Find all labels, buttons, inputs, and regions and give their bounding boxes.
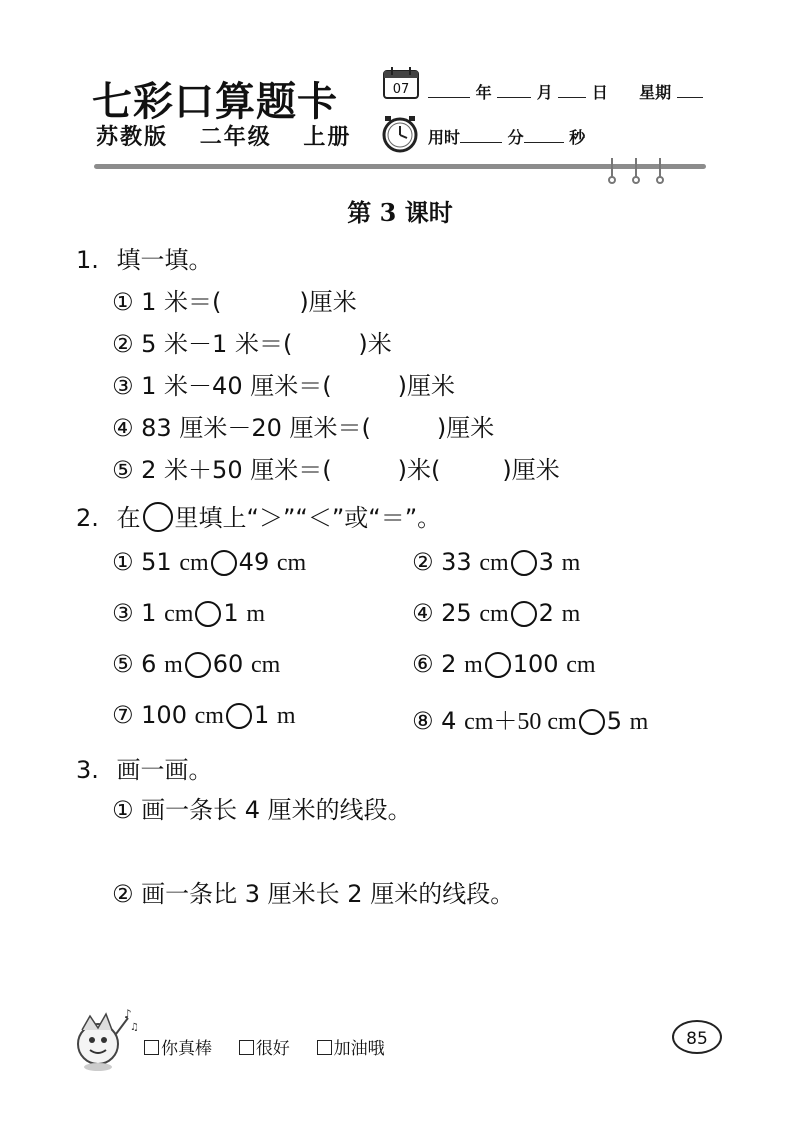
value-left: 25 <box>441 599 472 627</box>
value-left: 51 <box>141 548 172 576</box>
q2-prompt-a: 在 <box>116 504 141 532</box>
value-left: 1 <box>141 599 157 627</box>
check-great[interactable] <box>144 1039 212 1059</box>
unit-right: m <box>629 709 649 735</box>
unit-left: cm <box>479 601 509 627</box>
edition-line <box>96 120 373 151</box>
q1-prompt: 填一填。 <box>116 246 213 274</box>
item-mark: ⑧ <box>412 707 434 735</box>
value-right: 1 <box>223 599 239 627</box>
q2-item-1 <box>112 548 306 577</box>
compare-circle[interactable] <box>511 601 537 627</box>
year-label: 年 <box>475 83 492 102</box>
year-blank[interactable] <box>428 83 470 98</box>
q1-heading <box>76 240 213 275</box>
unit-right: m <box>561 550 581 576</box>
item-mark: ② <box>112 880 134 908</box>
unit-right: cm <box>566 652 596 678</box>
day-label: 日 <box>591 83 608 102</box>
q1-item-5-text-b: )米( <box>397 456 441 484</box>
unit-right: cm <box>250 652 281 678</box>
day-blank[interactable] <box>558 83 586 98</box>
q1-item-4 <box>112 408 494 443</box>
value-left: 4 <box>441 707 457 735</box>
q2-prompt-b: 里填上“＞”“＜”或“＝”。 <box>174 504 442 532</box>
q2-heading <box>76 498 441 533</box>
value-right: 100 <box>512 650 559 678</box>
value-right: 2 <box>538 599 554 627</box>
edition-grade: 二年级 <box>199 125 272 150</box>
page-number: 85 <box>672 1020 722 1054</box>
brand-title: 七彩口算题卡 <box>92 78 338 125</box>
check-good[interactable] <box>239 1039 290 1059</box>
value-right: 5 <box>606 707 622 735</box>
edition-volume: 上册 <box>303 125 352 150</box>
clock-icon <box>380 114 420 154</box>
check-good-label: 很好 <box>255 1039 290 1059</box>
item-mark: ③ <box>112 599 134 627</box>
q1-item-3 <box>112 366 455 401</box>
q1-item-1 <box>112 282 357 317</box>
check-great-label: 你真棒 <box>161 1039 212 1059</box>
q2-item-2 <box>412 548 580 577</box>
checkbox[interactable] <box>144 1040 159 1055</box>
q1-item-3-text-a: 1 米－40 厘米＝( <box>141 372 332 400</box>
drawing-area-2[interactable] <box>112 910 712 1000</box>
q2-item-5 <box>112 650 280 679</box>
item-mark: ⑤ <box>112 650 134 678</box>
check-keep-going[interactable] <box>317 1039 385 1059</box>
seconds-blank[interactable] <box>524 128 564 143</box>
unit-left: cm <box>479 550 509 576</box>
unit-right: m <box>246 601 265 627</box>
edition-publisher: 苏教版 <box>96 125 169 150</box>
item-mark: ② <box>412 548 434 576</box>
check-keep-going-label: 加油哦 <box>333 1039 385 1059</box>
item-mark: ⑤ <box>112 456 134 484</box>
q3-number: 3. <box>76 756 99 784</box>
q3-item-2 <box>112 874 514 909</box>
value-left: 6 <box>141 650 157 678</box>
calendar-icon <box>382 66 420 100</box>
q1-item-2-text-b: )米 <box>358 330 392 358</box>
item-mark: ③ <box>112 372 134 400</box>
item-mark: ④ <box>112 414 134 442</box>
value-right: 1 <box>253 701 270 729</box>
q3-item-1 <box>112 790 412 825</box>
calendar-day: 07 <box>392 82 410 97</box>
unit-left: m <box>164 652 183 678</box>
unit-left: cm <box>164 601 194 627</box>
q1-item-1-text-a: 1 米＝( <box>141 288 222 316</box>
item-mark: ① <box>112 288 134 316</box>
value-right: 60 <box>212 650 244 678</box>
item-mark: ⑥ <box>412 650 434 678</box>
q3-heading <box>76 750 213 785</box>
checkbox[interactable] <box>317 1040 332 1055</box>
value-left: 100 <box>141 701 187 729</box>
compare-circle-example <box>143 502 173 532</box>
month-label: 月 <box>536 83 553 102</box>
svg-text:♪: ♪ <box>124 1007 132 1021</box>
compare-circle[interactable] <box>511 550 537 576</box>
month-blank[interactable] <box>497 83 531 98</box>
date-line <box>428 80 703 103</box>
time-line <box>428 125 585 148</box>
q1-item-5 <box>112 450 560 485</box>
compare-circle[interactable] <box>185 652 211 678</box>
item-mark: ② <box>112 330 134 358</box>
compare-circle[interactable] <box>579 709 605 735</box>
value-right: 3 <box>538 548 554 576</box>
q1-item-5-text-a: 2 米＋50 厘米＝( <box>141 456 332 484</box>
q2-item-8 <box>412 701 648 736</box>
minutes-blank[interactable] <box>460 128 502 143</box>
weekday-label: 星期 <box>639 83 672 102</box>
q1-item-5-text-c: )厘米 <box>502 456 560 484</box>
svg-text:♫: ♫ <box>130 1022 139 1033</box>
lesson-title: 第 3 课时 <box>347 198 453 227</box>
value-left: 2 <box>441 650 457 678</box>
value-left: 33 <box>441 548 472 576</box>
compare-circle[interactable] <box>195 601 221 627</box>
q2-item-3 <box>112 599 265 628</box>
cartoon-mascot-icon <box>68 1004 140 1076</box>
compare-circle[interactable] <box>211 550 237 576</box>
compare-circle[interactable] <box>485 652 511 678</box>
item-mark: ① <box>112 796 134 824</box>
unit-right: m <box>276 703 296 729</box>
q3-item-1-text: 画一条长 4 厘米的线段。 <box>141 796 412 824</box>
drawing-area-1[interactable] <box>112 825 712 870</box>
q1-item-4-text-b: )厘米 <box>436 414 495 442</box>
q3-prompt: 画一画。 <box>116 756 213 784</box>
unit-left: m <box>464 652 483 678</box>
q3-item-2-text: 画一条比 3 厘米长 2 厘米的线段。 <box>141 880 515 908</box>
unit-left: cm＋50 cm <box>464 709 577 735</box>
unit-left: cm <box>194 703 224 729</box>
checkbox[interactable] <box>239 1040 254 1055</box>
item-mark: ④ <box>412 599 434 627</box>
seconds-label: 秒 <box>569 128 586 147</box>
compare-circle[interactable] <box>226 703 252 729</box>
unit-left: cm <box>179 550 209 576</box>
q2-item-7 <box>112 701 296 730</box>
evaluation-checks <box>144 1034 385 1059</box>
binder-rings-icon <box>600 156 672 184</box>
q1-item-1-text-b: )厘米 <box>299 288 357 316</box>
q1-number: 1. <box>76 246 99 274</box>
item-mark: ⑦ <box>112 701 134 729</box>
q1-item-2 <box>112 324 392 359</box>
value-right: 49 <box>238 548 270 576</box>
unit-right: m <box>561 601 581 627</box>
weekday-blank[interactable] <box>677 83 703 98</box>
q2-item-4 <box>412 599 580 628</box>
item-mark: ① <box>112 548 134 576</box>
time-used-label: 用时 <box>428 128 461 147</box>
q2-number: 2. <box>76 504 99 532</box>
q1-item-2-text-a: 5 米－1 米＝( <box>141 330 293 358</box>
unit-right: cm <box>276 550 307 576</box>
q1-item-4-text-a: 83 厘米－20 厘米＝( <box>141 414 371 442</box>
q2-item-6 <box>412 650 596 679</box>
minutes-label: 分 <box>507 128 524 147</box>
q1-item-3-text-b: )厘米 <box>397 372 455 400</box>
